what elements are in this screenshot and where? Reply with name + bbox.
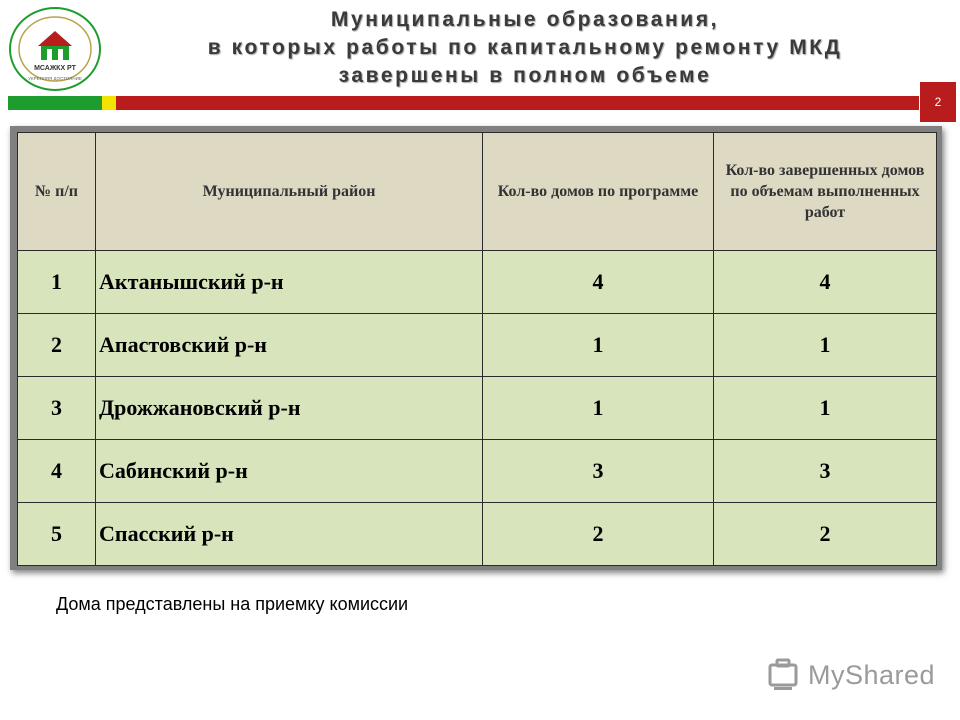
row-completed: 4 <box>714 251 937 314</box>
row-district: Сабинский р-н <box>96 440 483 503</box>
table-row <box>18 377 937 440</box>
row-planned: 4 <box>483 251 714 314</box>
row-completed: 2 <box>714 503 937 566</box>
myshared-watermark[interactable] <box>766 654 935 696</box>
title-line-1: Муниципальные образования, <box>330 8 720 31</box>
row-planned: 2 <box>483 503 714 566</box>
green-stripe <box>8 96 102 110</box>
title-line-2: в которых работы по капитальному ремонту МКД <box>207 36 843 59</box>
header-completed: Кол-во завершенных домов по объемам выполненных работ <box>714 133 937 251</box>
page-title <box>110 6 940 90</box>
row-num: 3 <box>18 377 96 440</box>
row-completed: 1 <box>714 377 937 440</box>
table-row <box>18 503 937 566</box>
table-frame <box>10 126 942 570</box>
red-stripe <box>116 96 919 110</box>
row-completed: 3 <box>714 440 937 503</box>
ministry-logo <box>8 6 102 92</box>
row-num: 5 <box>18 503 96 566</box>
header-num: № п/п <box>18 133 96 251</box>
row-planned: 1 <box>483 314 714 377</box>
row-district: Апастовский р-н <box>96 314 483 377</box>
header-planned: Кол-во домов по программе <box>483 133 714 251</box>
row-district: Дрожжановский р-н <box>96 377 483 440</box>
myshared-logo-icon <box>766 657 802 693</box>
row-district: Спасский р-н <box>96 503 483 566</box>
table-row <box>18 251 937 314</box>
row-planned: 1 <box>483 377 714 440</box>
page-number: 2 <box>920 82 956 122</box>
row-district: Актанышский р-н <box>96 251 483 314</box>
table-row <box>18 314 937 377</box>
row-completed: 1 <box>714 314 937 377</box>
ministry-emblem-icon <box>8 6 102 92</box>
logo-ribbon-text: УКРЕПЛЯЯ ДОСТОЯНИЕ <box>28 76 82 81</box>
header-district: Муниципальный район <box>96 133 483 251</box>
table-header-row <box>18 133 937 251</box>
row-num: 1 <box>18 251 96 314</box>
watermark-text: MyShared <box>808 659 936 690</box>
footnote: Дома представлены на приемку комиссии <box>56 594 409 614</box>
districts-table <box>17 132 937 566</box>
table-row <box>18 440 937 503</box>
title-line-3: завершены в полном объеме <box>338 64 712 87</box>
row-num: 2 <box>18 314 96 377</box>
logo-text: МСАЖКХ РТ <box>34 65 76 72</box>
yellow-stripe <box>102 96 116 110</box>
row-planned: 3 <box>483 440 714 503</box>
row-num: 4 <box>18 440 96 503</box>
